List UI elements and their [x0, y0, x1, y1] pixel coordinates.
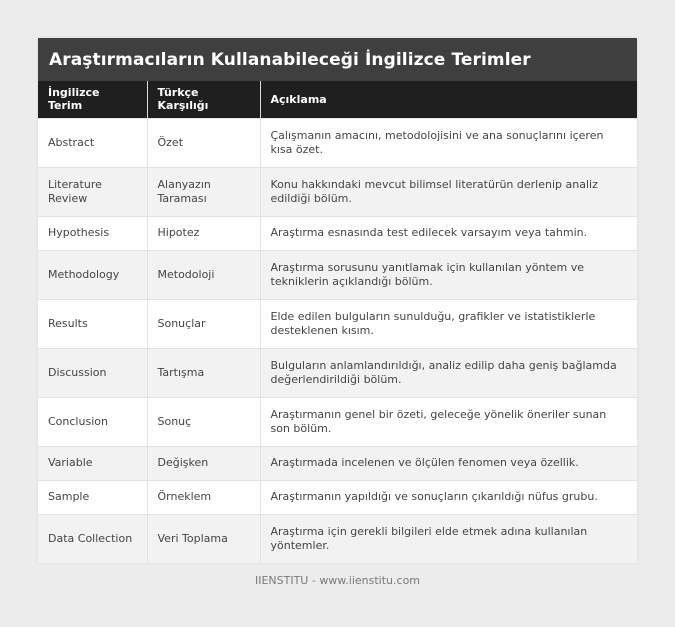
- cell-english-term: Results: [38, 299, 147, 348]
- table-header-row: [38, 81, 637, 118]
- cell-description: Araştırma sorusunu yanıtlamak için kullanılan yöntem ve tekniklerin açıklandığı bölüm.: [260, 250, 637, 299]
- cell-english-term: Abstract: [38, 118, 147, 167]
- cell-english-term: Variable: [38, 446, 147, 480]
- cell-turkish-term: Metodoloji: [147, 250, 260, 299]
- cell-description: Elde edilen bulguların sunulduğu, grafikler ve istatistiklerle desteklenen kısım.: [260, 299, 637, 348]
- cell-english-term: Sample: [38, 480, 147, 514]
- cell-description: Çalışmanın amacını, metodolojisini ve ana sonuçlarını içeren kısa özet.: [260, 118, 637, 167]
- cell-turkish-term: Sonuçlar: [147, 299, 260, 348]
- column-header-description: Açıklama: [260, 81, 637, 118]
- table-row: [38, 216, 637, 250]
- table-row: [38, 299, 637, 348]
- cell-turkish-term: Sonuç: [147, 397, 260, 446]
- cell-turkish-term: Örneklem: [147, 480, 260, 514]
- page-title: Araştırmacıların Kullanabileceği İngilizce Terimler: [49, 49, 531, 70]
- column-header-turkish: Türkçe Karşılığı: [147, 81, 260, 118]
- table-row: [38, 250, 637, 299]
- cell-english-term: Discussion: [38, 348, 147, 397]
- table-row: [38, 348, 637, 397]
- column-header-english: İngilizce Terim: [38, 81, 147, 118]
- cell-description: Araştırmanın genel bir özeti, geleceğe yönelik öneriler sunan son bölüm.: [260, 397, 637, 446]
- table-row: [38, 118, 637, 167]
- cell-english-term: Hypothesis: [38, 216, 147, 250]
- cell-turkish-term: Hipotez: [147, 216, 260, 250]
- cell-description: Araştırma esnasında test edilecek varsayım veya tahmin.: [260, 216, 637, 250]
- cell-turkish-term: Veri Toplama: [147, 514, 260, 563]
- cell-english-term: Conclusion: [38, 397, 147, 446]
- cell-english-term: Data Collection: [38, 514, 147, 563]
- cell-description: Konu hakkındaki mevcut bilimsel literatürün derlenip analiz edildiği bölüm.: [260, 167, 637, 216]
- cell-turkish-term: Özet: [147, 118, 260, 167]
- terms-card: [38, 38, 637, 563]
- cell-description: Araştırmanın yapıldığı ve sonuçların çıkarıldığı nüfus grubu.: [260, 480, 637, 514]
- table-row: [38, 397, 637, 446]
- table-row: [38, 514, 637, 563]
- cell-turkish-term: Alanyazın Taraması: [147, 167, 260, 216]
- cell-english-term: Literature Review: [38, 167, 147, 216]
- footer-credit: IIENSTITU - www.iienstitu.com: [254, 574, 421, 587]
- cell-description: Araştırmada incelenen ve ölçülen fenomen veya özellik.: [260, 446, 637, 480]
- cell-description: Bulguların anlamlandırıldığı, analiz edilip daha geniş bağlamda değerlendirildiği bölüm.: [260, 348, 637, 397]
- cell-turkish-term: Değişken: [147, 446, 260, 480]
- cell-description: Araştırma için gerekli bilgileri elde etmek adına kullanılan yöntemler.: [260, 514, 637, 563]
- title-bar: [38, 38, 637, 81]
- cell-english-term: Methodology: [38, 250, 147, 299]
- table-row: [38, 480, 637, 514]
- terms-table: [38, 81, 637, 563]
- table-row: [38, 446, 637, 480]
- cell-turkish-term: Tartışma: [147, 348, 260, 397]
- table-row: [38, 167, 637, 216]
